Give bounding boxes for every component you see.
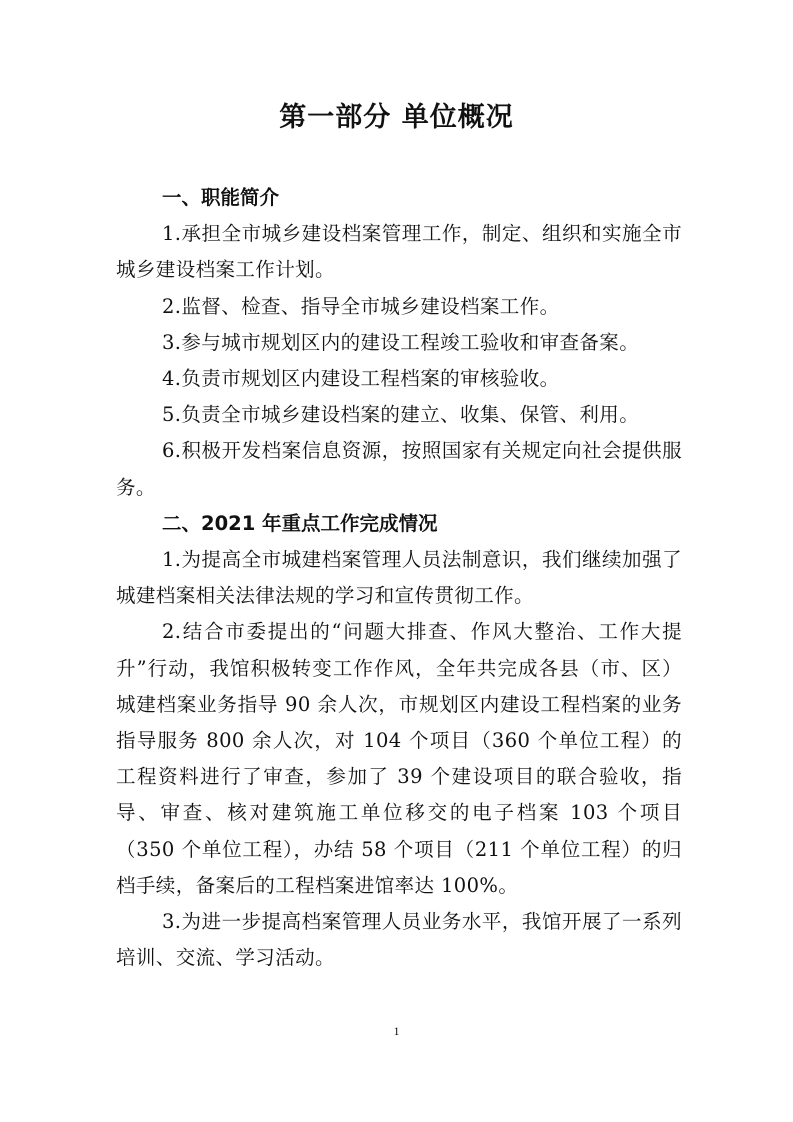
paragraph: 2.结合市委提出的“问题大排查、作风大整治、工作大提升”行动，我馆积极转变工作作风，全年共完成各县（市、区）城建档案业务指导 90 余人次，市规划区内建设工程档案的业务指导服务 800 余人次，对 104 个项目（360 个单位工程）的工程资料进行了审查，参加了 39 个建设项目的联合验收，指导、审查、核对建筑施工单位移交的电子档案 103 个项目（350 个单位工程），办结 58 个项目（211 个单位工程）的归档手续，备案后的工程档案进馆率达 100%。	[116, 620, 682, 897]
paragraph: 1.为提高全市城建档案管理人员法制意识，我们继续加强了城建档案相关法律法规的学习和宣传贯彻工作。	[116, 548, 682, 608]
paragraph: 3.为进一步提高档案管理人员业务水平，我馆开展了一系列培训、交流、学习活动。	[116, 910, 682, 970]
paragraph: 6.积极开发档案信息资源，按照国家有关规定向社会提供服务。	[116, 439, 682, 499]
paragraph: 4.负责市规划区内建设工程档案的审核验收。	[162, 367, 560, 391]
paragraph: 3.参与城市规划区内的建设工程竣工验收和审查备案。	[162, 330, 640, 354]
page-title: 第一部分 单位概况	[279, 102, 514, 133]
paragraph: 2.监督、检查、指导全市城乡建设档案工作。	[162, 294, 560, 318]
paragraph: 5.负责全市城乡建设档案的建立、收集、保管、利用。	[162, 403, 640, 427]
section-heading-functions: 一、职能简介	[162, 186, 280, 209]
paragraph: 1.承担全市城乡建设档案管理工作，制定、组织和实施全市城乡建设档案工作计划。	[116, 222, 682, 282]
document-body	[116, 180, 682, 976]
page-number: 1	[393, 1024, 400, 1038]
section-heading-key-work: 二、2021 年重点工作完成情况	[162, 511, 438, 535]
